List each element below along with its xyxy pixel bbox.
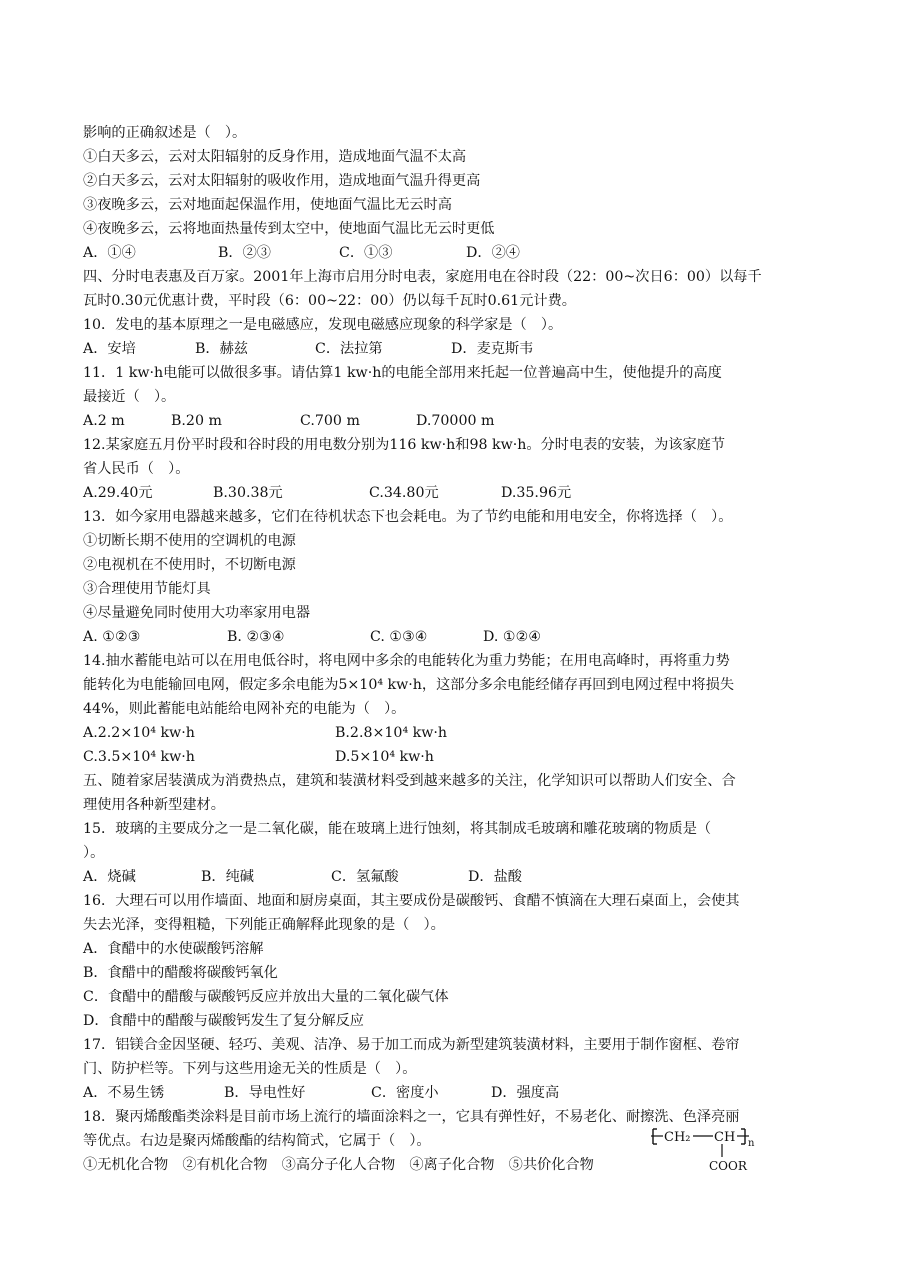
q14-option-a: A.2.2×10⁴ kw·h [83,725,195,741]
q13-option-c: C. ①③④ [370,629,428,645]
section-5-intro-cont: 理使用各种新型建材。 [83,797,225,813]
q9-statement-1: ①白天多云，云对太阳辐射的反身作用，造成地面气温不太高 [83,149,467,165]
q12-option-d: D.35.96元 [501,485,572,501]
formula-subscript-n: n [748,1138,755,1149]
q17-option-b: B．导电性好 [224,1085,306,1101]
q11-option-c: C.700 m [300,413,360,429]
q13-option-d: D. ①②④ [483,629,542,645]
q14-options-row-1 [83,723,843,743]
q13-options [83,627,843,647]
question-12-stem-cont: 省人民币（ ）。 [83,461,190,477]
q14-option-d: D.5×10⁴ kw·h [335,749,434,765]
formula-ch: CH [714,1130,736,1145]
question-10-stem: 10．发电的基本原理之一是电磁感应，发现电磁感应现象的科学家是（ ）。 [83,317,563,333]
question-14-stem-end: 44%，则此蓄能电站能给电网补充的电能为（ ）。 [83,701,406,717]
q9-option-b: B．②③ [218,245,271,261]
question-14-stem-cont: 能转化为电能输回电网，假定多余电能为5×10⁴ kw·h，这部分多余电能经储存再回到电网过程中将损失 [83,677,735,693]
q17-options [83,1083,843,1103]
q16-option-d: D．食醋中的醋酸与碳酸钙发生了复分解反应 [83,1013,364,1029]
q15-option-c: C．氢氟酸 [331,869,399,885]
question-9-stem-end: 影响的正确叙述是（ ）。 [83,125,247,141]
q10-option-d: D．麦克斯韦 [451,341,534,357]
question-17-stem: 17．铝镁合金因坚硬、轻巧、美观、洁净、易于加工而成为新型建筑装潢材料，主要用于制作窗框、卷帘 [83,1037,740,1053]
q17-option-d: D．强度高 [491,1085,560,1101]
q9-statement-4: ④夜晚多云，云将地面热量传到太空中，使地面气温比无云时更低 [83,221,495,237]
q14-options-row-2 [83,747,843,767]
q9-option-d: D．②④ [466,245,520,261]
q11-option-a: A.2 m [83,413,125,429]
q15-options [83,867,843,887]
q13-option-b: B. ②③④ [227,629,285,645]
q9-option-a: A．①④ [83,245,136,261]
question-13-stem: 13．如今家用电器越来越多，它们在待机状态下也会耗电。为了节约电能和用电安全，你将选择（ ）。 [83,509,733,525]
q12-option-b: B.30.38元 [213,485,283,501]
q11-options [83,411,843,431]
q9-statement-2: ②白天多云，云对太阳辐射的吸收作用，造成地面气温升得更高 [83,173,481,189]
q13-option-a: A. ①②③ [83,629,141,645]
q13-statement-4: ④尽量避免同时使用大功率家用电器 [83,605,311,621]
q14-option-c: C.3.5×10⁴ kw·h [83,749,195,765]
section-4-intro-cont: 瓦时0.30元优惠计费，平时段（6：00~22：00）仍以每千瓦时0.61元计费。 [83,293,576,309]
question-11-stem-cont: 最接近（ ）。 [83,389,176,405]
question-14-stem: 14.抽水蓄能电站可以在用电低谷时，将电网中多余的电能转化为重力势能；在用电高峰时，再将重力势 [83,653,730,669]
question-15-stem-end: ）。 [83,845,105,861]
q15-option-b: B．纯碱 [201,869,254,885]
q13-statement-1: ①切断长期不使用的空调机的电源 [83,533,296,549]
formula-coor: COOR [709,1159,747,1173]
q13-statement-2: ②电视机在不使用时，不切断电源 [83,557,296,573]
polyacrylate-structure-formula [651,1126,761,1174]
q16-option-b: B．食醋中的醋酸将碳酸钙氧化 [83,965,278,981]
question-16-stem-cont: 失去光泽，变得粗糙，下列能正确解释此现象的是（ ）。 [83,917,445,933]
q10-option-c: C．法拉第 [315,341,383,357]
q13-statement-3: ③合理使用节能灯具 [83,581,211,597]
question-17-stem-cont: 门、防护栏等。下列与这些用途无关的性质是（ ）。 [83,1061,417,1077]
q9-options [83,243,843,263]
q11-option-b: B.20 m [171,413,222,429]
q10-option-a: A．安培 [83,341,136,357]
section-5-intro: 五、随着家居装潢成为消费热点，建筑和装潢材料受到越来越多的关注，化学知识可以帮助人们安全、合 [83,773,736,789]
q11-option-d: D.70000 m [416,413,495,429]
q12-option-a: A.29.40元 [83,485,153,501]
q10-option-b: B．赫兹 [195,341,248,357]
q12-option-c: C.34.80元 [369,485,439,501]
section-4-intro: 四、分时电表惠及百万家。2001年上海市启用分时电表，家庭用电在谷时段（22：00~次日6：00）以每千 [83,269,762,285]
q17-option-c: C．密度小 [371,1085,439,1101]
q16-option-a: A．食醋中的水使碳酸钙溶解 [83,941,264,957]
q16-option-c: C．食醋中的醋酸与碳酸钙反应并放出大量的二氧化碳气体 [83,989,449,1005]
q12-options [83,483,843,503]
q17-option-a: A．不易生锈 [83,1085,165,1101]
q15-option-a: A．烧碱 [83,869,136,885]
q9-option-c: C．①③ [339,245,393,261]
question-18-stem-cont: 等优点。右边是聚丙烯酸酯的结构简式，它属于（ ）。 [83,1133,431,1149]
formula-ch2: CH₂ [664,1130,691,1145]
question-12-stem: 12.某家庭五月份平时段和谷时段的用电数分别为116 kw·h和98 kw·h。分时电表的安装，为该家庭节 [83,437,726,453]
question-15-stem: 15．玻璃的主要成分之一是二氧化碳，能在玻璃上进行蚀刻，将其制成毛玻璃和雕花玻璃的物质是（ [83,821,712,837]
q9-statement-3: ③夜晚多云，云对地面起保温作用，使地面气温比无云时高 [83,197,452,213]
q10-options [83,339,843,359]
q14-option-b: B.2.8×10⁴ kw·h [335,725,448,741]
question-11-stem: 11．1 kw·h电能可以做很多事。请估算1 kw·h的电能全部用来托起一位普遍高中生，使他提升的高度 [83,365,722,381]
q15-option-d: D．盐酸 [468,869,522,885]
question-18-stem: 18．聚丙烯酸酯类涂料是目前市场上流行的墙面涂料之一，它具有弹性好，不易老化、耐擦洗、色泽亮丽 [83,1109,740,1125]
q18-choices: ①无机化合物 ②有机化合物 ③高分子化人合物 ④离子化合物 ⑤共价化合物 [83,1157,594,1173]
question-16-stem: 16．大理石可以用作墙面、地面和厨房桌面，其主要成份是碳酸钙、食醋不慎滴在大理石桌面上，会使其 [83,893,740,909]
